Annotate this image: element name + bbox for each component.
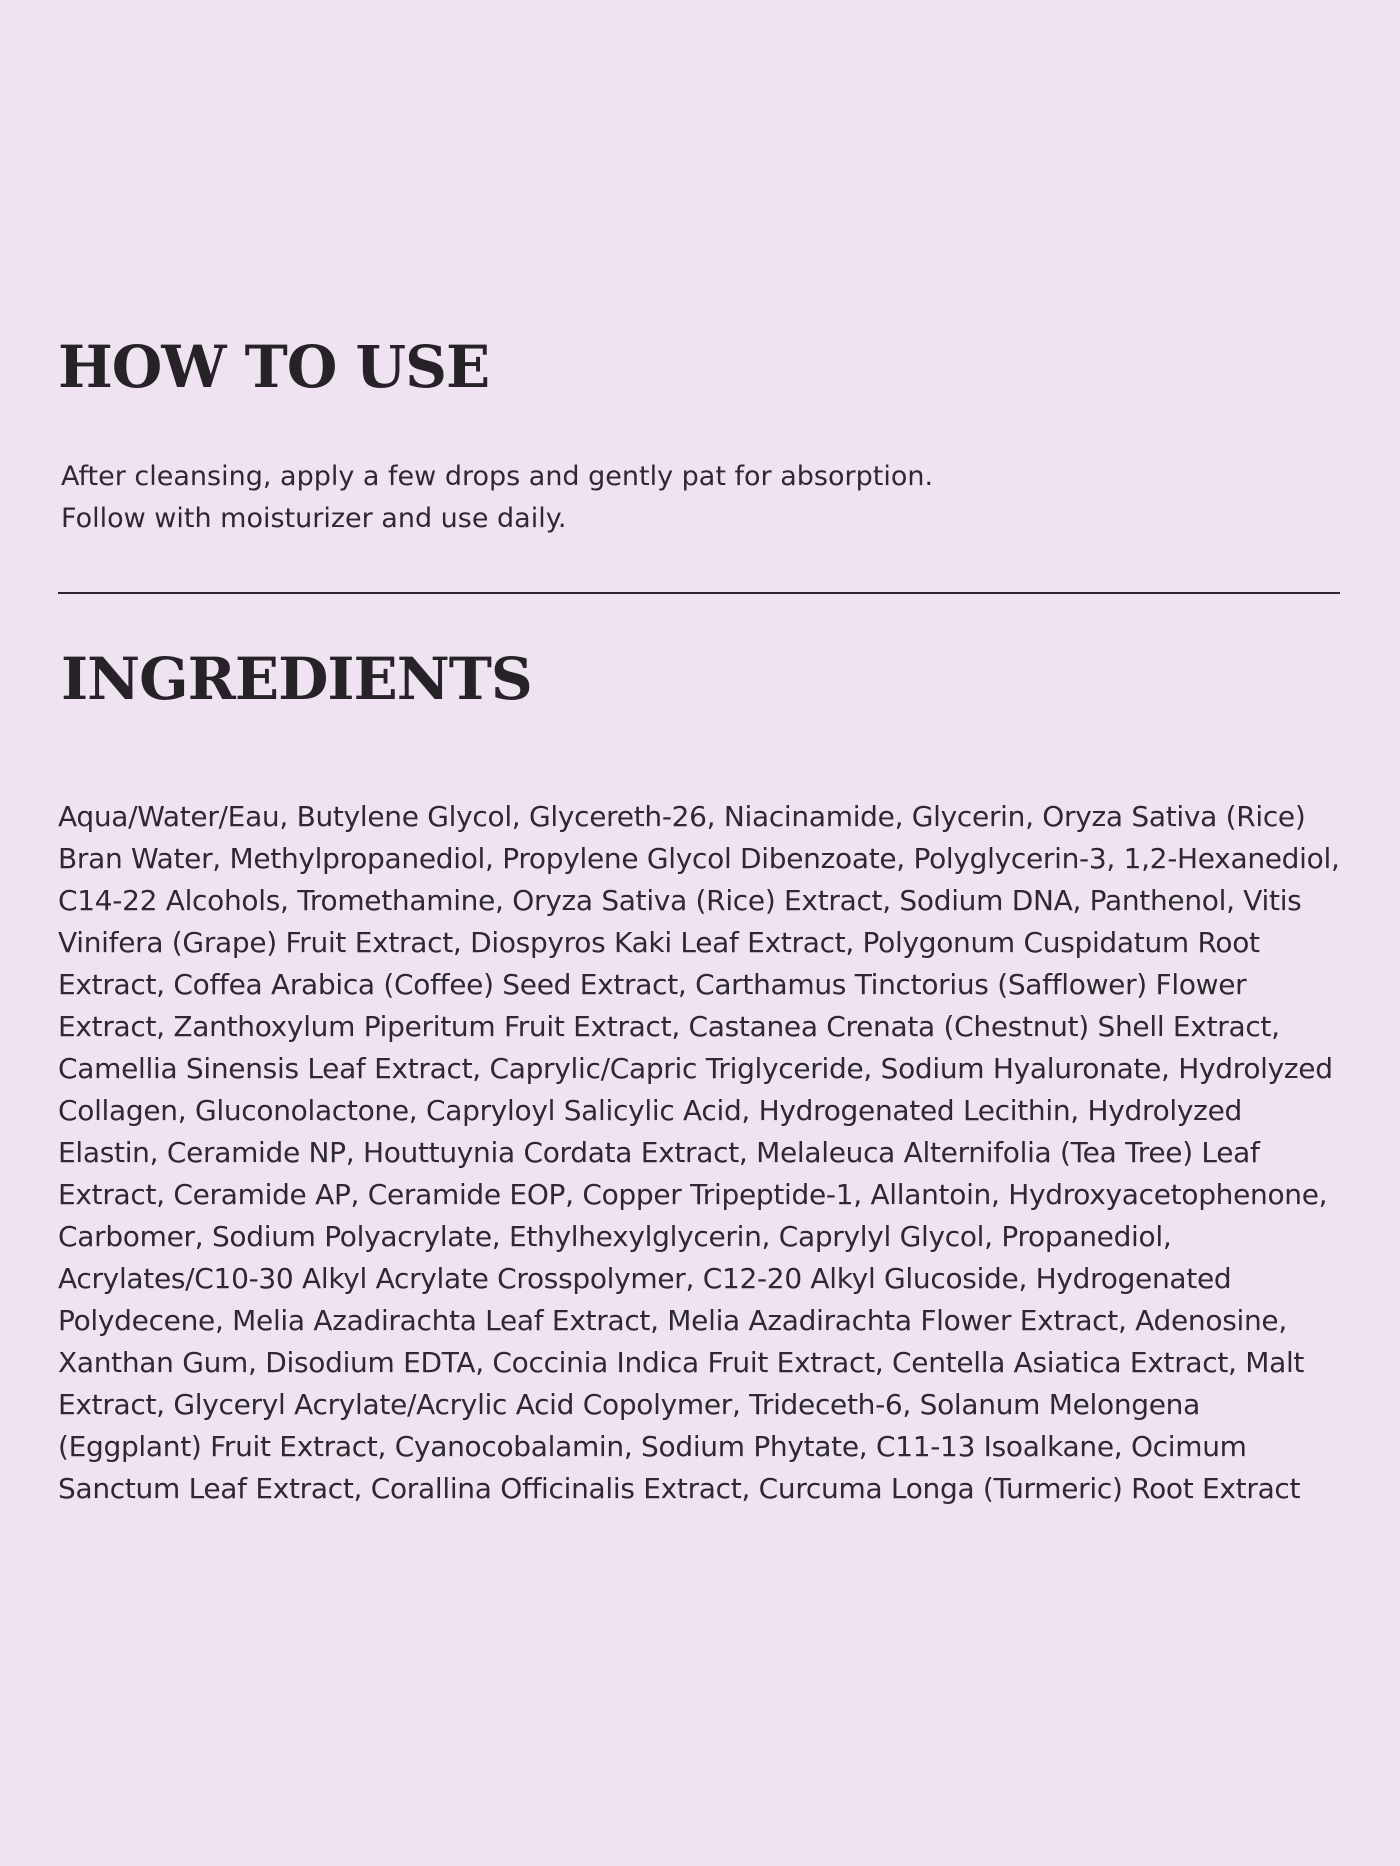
how-to-use-heading: HOW TO USE (58, 333, 490, 401)
how-to-use-line: After cleansing, apply a few drops and gently pat for absorption. (61, 461, 934, 492)
ingredients-heading: INGREDIENTS (61, 645, 532, 713)
ingredients-list: Aqua/Water/Eau, Butylene Glycol, Glycereth-26, Niacinamide, Glycerin, Oryza Sativa (Rice) Bran Water, Methylpropanediol, Propylene Glycol Dibenzoate, Polyglycerin-3, 1,2-Hexanediol, C14-22 Alcohols, Tromethamine, Oryza Sativa (Rice) Extract, Sodium DNA, Panthenol, Vitis Vinifera (Grape) Fruit Extract, Diospyros Kaki Leaf Extract, Polygonum Cuspidatum Root Extract, Coffea Arabica (Coffee) Seed Extract, Carthamus Tinctorius (Safflower) Flower Extract, Zanthoxylum Piperitum Fruit Extract, Castanea Crenata (Chestnut) Shell Extract, Camellia Sinensis Leaf Extract, Caprylic/Capric Triglyceride, Sodium Hyaluronate, Hydrolyzed Collagen, Gluconolactone, Capryloyl Salicylic Acid, Hydrogenated Lecithin, Hydrolyzed Elastin, Ceramide NP, Houttuynia Cordata Extract, Melaleuca Alternifolia (Tea Tree) Leaf Extract, Ceramide AP, Ceramide EOP, Copper Tripeptide-1, Allantoin, Hydroxyacetophenone, Carbomer, Sodium Polyacrylate, Ethylhexylglycerin, Caprylyl Glycol, Propanediol, Acrylates/C10-30 Alkyl Acrylate Crosspolymer, C12-20 Alkyl Glucoside, Hydrogenated Polydecene, Melia Azadirachta Leaf Extract, Melia Azadirachta Flower Extract, Adenosine, Xanthan Gum, Disodium EDTA, Coccinia Indica Fruit Extract, Centella Asiatica Extract, Malt Extract, Glyceryl Acrylate/Acrylic Acid Copolymer, Trideceth-6, Solanum Melongena (Eggplant) Fruit Extract, Cyanocobalamin, Sodium Phytate, C11-13 Isoalkane, Ocimum Sanctum Leaf Extract, Corallina Officinalis Extract, Curcuma Longa (Turmeric) Root Extract (58, 800, 1340, 1505)
section-divider (58, 592, 1340, 594)
how-to-use-line: Follow with moisturizer and use daily. (61, 503, 567, 534)
product-info-page (58, 0, 1340, 1866)
how-to-use-instructions (61, 456, 1311, 540)
